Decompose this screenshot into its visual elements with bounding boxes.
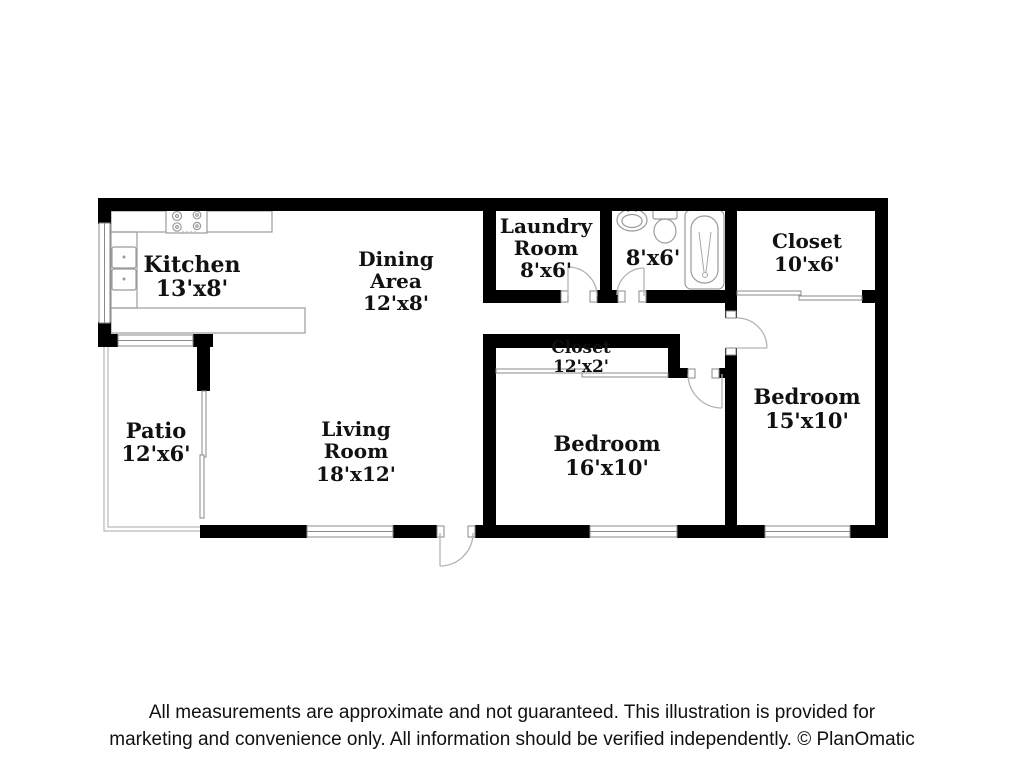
door-bathroom (617, 268, 646, 302)
room-label-bathroom (626, 245, 681, 270)
bathroom-sink-icon (617, 209, 647, 231)
stove-icon (166, 208, 207, 233)
svg-text:Patio: Patio (125, 418, 187, 443)
svg-text:12'x8': 12'x8' (363, 291, 429, 315)
sliding-door-patio (200, 391, 206, 518)
window-bedroom-right (765, 526, 850, 537)
svg-text:13'x8': 13'x8' (155, 276, 229, 302)
room-label-living-room (316, 417, 396, 486)
svg-text:Closet: Closet (551, 338, 611, 358)
disclaimer (109, 702, 914, 750)
window-bedroom-left (590, 526, 677, 537)
svg-text:16'x10': 16'x10' (565, 455, 649, 480)
svg-text:12'x2': 12'x2' (552, 357, 610, 377)
svg-text:Dining: Dining (358, 247, 434, 271)
svg-text:12'x6': 12'x6' (121, 441, 191, 466)
walls (98, 198, 888, 538)
door-bedroom-right (726, 311, 767, 355)
room-label-laundry-room (500, 214, 594, 282)
svg-text:Room: Room (513, 236, 579, 260)
svg-text:18'x12': 18'x12' (316, 462, 396, 486)
bathtub-icon (685, 210, 724, 289)
window-kitchen-left (99, 223, 110, 323)
svg-text:8'x6': 8'x6' (519, 258, 573, 282)
room-label-bedroom-right (753, 384, 860, 433)
svg-text:Bedroom: Bedroom (753, 384, 861, 409)
room-label-closet-top-right (772, 229, 843, 276)
door-bedroom-left (688, 369, 722, 408)
svg-text:Room: Room (323, 439, 389, 463)
window-kitchen-patio (118, 335, 193, 346)
window-living-room (307, 526, 393, 537)
svg-text:Living: Living (321, 417, 391, 441)
svg-text:Area: Area (370, 269, 422, 293)
kitchen-sink-icon (112, 247, 136, 290)
sliding-door-closet-top-right (737, 291, 862, 300)
disclaimer-line-1: All measurements are approximate and not guaranteed. This illustration is provided for (148, 702, 876, 723)
svg-text:8'x6': 8'x6' (625, 245, 681, 270)
disclaimer-line-2: marketing and convenience only. All information should be verified independently. © PlanOmatic (109, 729, 915, 750)
room-label-kitchen (143, 252, 240, 302)
front-door (437, 526, 475, 566)
room-label-dining-area (358, 247, 434, 315)
room-label-patio (121, 418, 190, 466)
svg-text:15'x10': 15'x10' (765, 408, 849, 433)
room-label-closet-bedroom (551, 338, 611, 377)
svg-text:Closet: Closet (771, 229, 843, 253)
svg-text:Laundry: Laundry (499, 214, 593, 238)
svg-text:Bedroom: Bedroom (553, 431, 661, 456)
room-label-bedroom-left (553, 431, 660, 480)
svg-text:Kitchen: Kitchen (143, 252, 241, 278)
toilet-icon (653, 210, 677, 243)
svg-text:10'x6': 10'x6' (774, 252, 840, 276)
